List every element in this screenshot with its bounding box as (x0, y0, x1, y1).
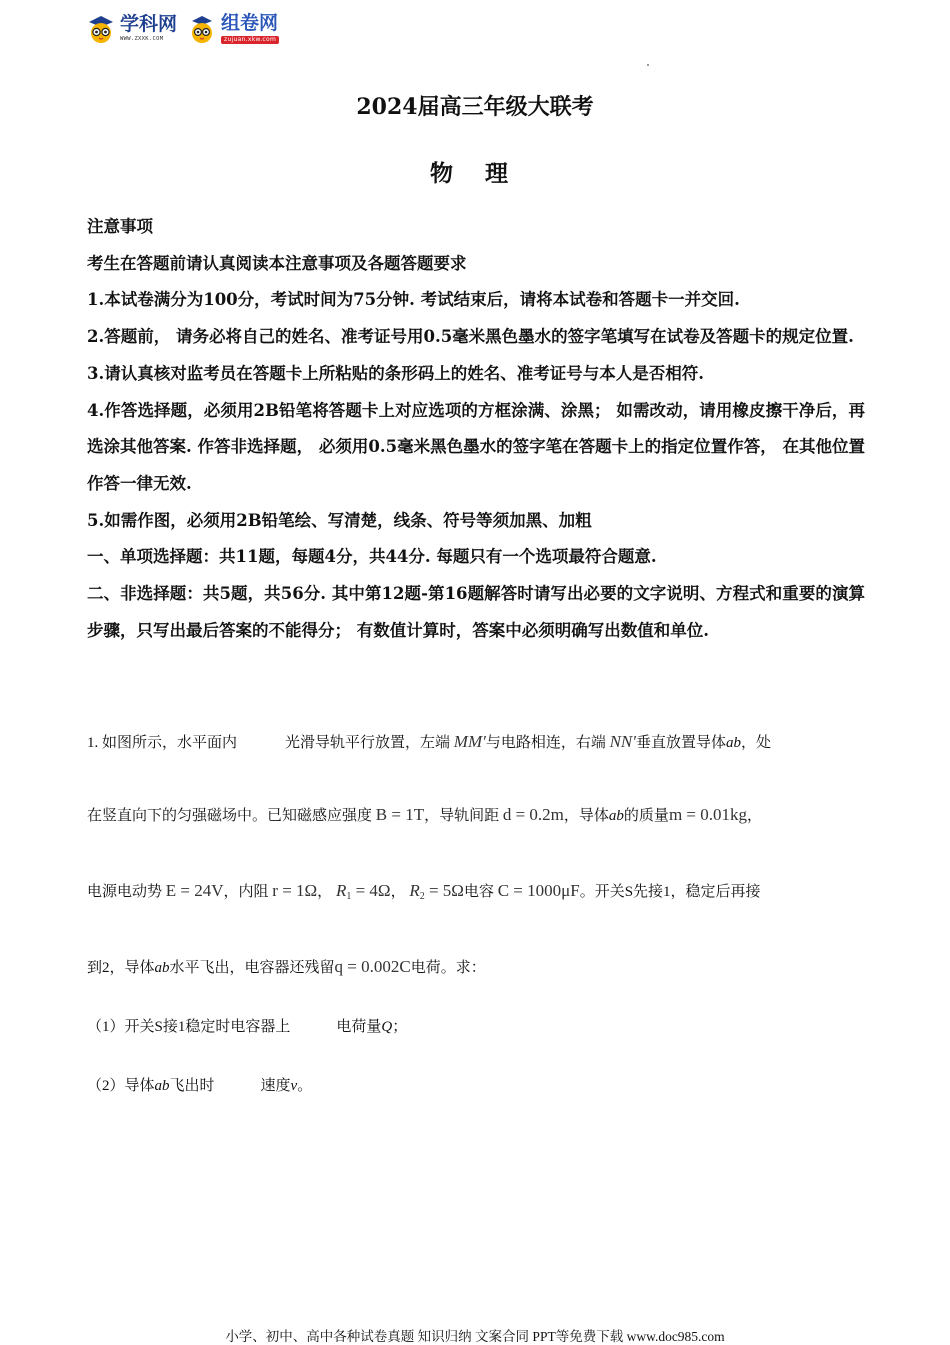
q-text: ； (392, 1019, 408, 1035)
logo2-name: 组卷网 (221, 12, 279, 34)
note-item-5: 5.如需作图，必须用2B铅笔绘、写清楚，线条、符号等须加黑、加粗 (87, 510, 592, 530)
q-text: ， (390, 884, 406, 900)
exam-title: 2024届高三年级大联考 (356, 94, 594, 120)
math-R2 (409, 881, 464, 900)
owl-mascot-icon (86, 14, 116, 44)
math-nn-label: NN′ (609, 732, 636, 751)
q-text: 与电路相连，右端 (485, 735, 606, 751)
q-text: 。 (297, 1078, 313, 1094)
q-text: 电容 (463, 884, 494, 900)
math-R2-sub: 2 (419, 891, 425, 902)
q-italic: Q (381, 1019, 393, 1035)
note-item-2: 2.答题前， 请务必将自己的姓名、准考证号用0.5毫米黑色墨水的签字笔填写在试卷及答题卡的规定位置. (87, 327, 854, 347)
math-r: r = 1Ω (272, 881, 318, 900)
q-text: 的质量 (623, 808, 669, 824)
q-italic: v (290, 1078, 298, 1094)
header-logos (86, 14, 279, 44)
q-italic: ab (726, 735, 742, 751)
notes-heading: 注意事项 (87, 217, 153, 236)
q-text: 1. 如图所示，水平面内 (87, 735, 238, 751)
logo1-name: 学科网 (120, 13, 178, 36)
math-q: q = 0.002C (334, 957, 411, 976)
q-text: 速度 (260, 1078, 291, 1094)
q-italic: ab (608, 808, 624, 824)
notes-section (87, 209, 865, 649)
math-mm (454, 732, 486, 751)
math-nn (610, 732, 636, 751)
math-d: d = 0.2m (502, 805, 564, 824)
q-text: 飞出时 (169, 1078, 215, 1094)
math-R2-value: = 5Ω (424, 881, 464, 900)
q-text: ，导轨间距 (424, 808, 500, 824)
logo1-sub: WWW.ZXXK.COM (120, 36, 164, 43)
q-text: 。开关S先接1，稳定后再接 (579, 884, 761, 900)
q-text: ，导体 (563, 808, 609, 824)
footer-ad[interactable]: 小学、初中、高中各种试卷真题 知识归纳 文案合同 PPT等免费下载 www.doc985.com (225, 1329, 725, 1344)
q-text: 垂直放置导体 (636, 735, 727, 751)
section-1-instruction: 一、单项选择题：共11题，每题4分，共44分. 每题只有一个选项最符合题意. (87, 547, 657, 567)
q-text: ，内阻 (223, 884, 269, 900)
note-item-3: 3.请认真核对监考员在答题卡上所粘贴的条形码上的姓名、准考证号与本人是否相符. (87, 363, 704, 383)
logo-zujuanwang[interactable] (187, 14, 279, 44)
q-text: 到2，导体 (87, 960, 155, 976)
q-text: 电荷量 (336, 1019, 382, 1035)
q-text: （1）开关S接1稳定时电容器上 (87, 1019, 291, 1035)
q-text: 在竖直向下的匀强磁场中。已知磁感应强度 (87, 808, 373, 824)
subject-title: 物 理 (429, 160, 520, 187)
math-mm-label: MM′ (453, 732, 486, 751)
math-R1-sub: 1 (346, 891, 352, 902)
q-text: 电荷。求： (410, 960, 486, 976)
note-item-4: 4.作答选择题，必须用2B铅笔将答题卡上对应选项的方框涂满、涂黑； 如需改动，请用橡皮擦干净后，再选涂其他答案. 作答非选择题， 必须用0.5毫米黑色墨水的签字笔在答题卡上的指定位置作答， 在其他位置作答一律无效. (87, 400, 865, 493)
math-R1-value: = 4Ω (351, 881, 391, 900)
math-E: E = 24V (165, 881, 224, 900)
math-m: m = 0.01kg (668, 805, 747, 824)
math-R1 (336, 881, 391, 900)
q-text: 电源电动势 (87, 884, 163, 900)
math-C: C = 1000μF (497, 881, 580, 900)
q-text: ， (317, 884, 333, 900)
q-italic: ab (154, 960, 170, 976)
q-text: 水平飞出，电容器还残留 (169, 960, 335, 976)
math-B: B = 1T (375, 805, 425, 824)
section-2-instruction: 二、非选择题：共5题，共56分. 其中第12题-第16题解答时请写出必要的文字说明、方程式和重要的演算步骤，只写出最后答案的不能得分； 有数值计算时，答案中必须明确写出数值和单位. (87, 584, 865, 640)
mascot-icon (187, 14, 217, 44)
stray-dot (647, 64, 649, 66)
q-text: ， (747, 808, 763, 824)
q-text: ，处 (741, 735, 772, 751)
q-italic: ab (154, 1078, 170, 1094)
notes-intro: 考生在答题前请认真阅读本注意事项及各题答题要求 (87, 253, 467, 273)
logo2-sub: zujuan.xkw.com (221, 36, 279, 44)
math-R2-symbol: R (409, 881, 420, 900)
q-text: 光滑导轨平行放置，左端 (285, 735, 451, 751)
math-R1-symbol: R (335, 881, 347, 900)
q-text: （2）导体 (87, 1078, 155, 1094)
logo-xuekewang[interactable] (86, 14, 177, 44)
note-item-1: 1.本试卷满分为100分，考试时间为75分钟. 考试结束后，请将本试卷和答题卡一并交回. (87, 290, 740, 310)
